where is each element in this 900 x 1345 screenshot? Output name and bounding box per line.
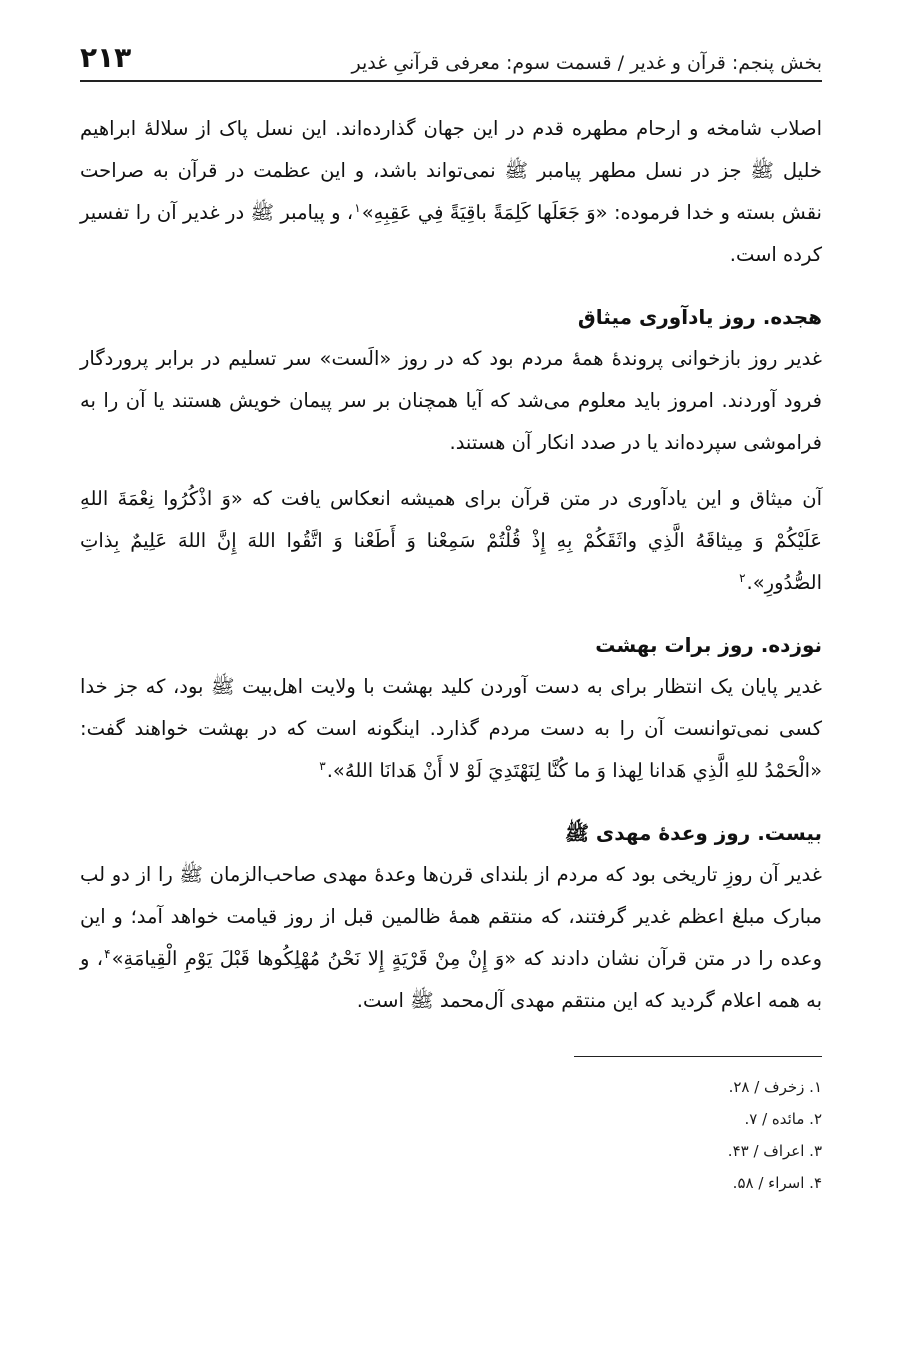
page-number: ۲۱۳ (80, 41, 132, 74)
section-18-heading: هجده. روز یادآوری میثاق (577, 305, 822, 329)
footnote-ref-4[interactable]: ۴ (104, 946, 111, 961)
section-20-heading: بیست. روز وعدهٔ مهدی ﷺ (564, 821, 822, 845)
section-20-text-c: ، و به همه اعلام گردید که این منتقم مهدی آل‌محمد ﷺ است. (80, 947, 822, 1012)
footnote-ref-2[interactable]: ۲ (739, 570, 746, 585)
footnotes-list (80, 1071, 822, 1199)
section-19-paragraph (80, 666, 822, 792)
section-18-paragraph-1: غدیر روز بازخوانی پروندهٔ همهٔ مردم بود که در روز «الَست» سر تسلیم در برابر پروردگار فرود آوردند. امروز باید معلوم می‌شد که آیا همچنان بر سر پیمان خویش هستند یا آن را به فراموشی سپرده‌اند یا در صدد انکار آن هستند. (80, 347, 822, 454)
footnote-3: ۳. اعراف / ۴۳. (727, 1142, 822, 1160)
section-19-quran-quote: الْحَمْدُ للهِ الَّذِي هَدانا لِهذا وَ ما كُنَّا لِنَهْتَدِيَ لَوْ لا أَنْ هَدانَا اللهُ (344, 759, 811, 782)
section-20-quran-quote: وَ إِنْ مِنْ قَرْيَةٍ إِلا نَحْنُ مُهْلِكُوها قَبْلَ يَوْمِ الْقِيامَةِ (123, 947, 505, 970)
intro-text-c: ، و پیامبر ﷺ در غدیر آن را تفسیر کرده است. (80, 201, 822, 266)
section-18-text-a: آن میثاق و این یادآوری در متن قرآن برای همیشه انعکاس یافت که « (230, 487, 822, 510)
footnote-4: ۴. اسراء / ۵۸. (732, 1174, 822, 1192)
intro-text-b: » (361, 201, 374, 224)
section-20-text-b: » (111, 947, 124, 970)
section-19-text-b: ». (326, 759, 345, 782)
section-20-text-a: غدیر آن روزِ تاریخی بود که مردم از بلندای قرن‌ها وعدهٔ مهدی صاحب‌الزمان ﷺ را از دو لب مبارک مبلغ اعظم غدیر گرفتند، که منتقم همهٔ ظالمین قبل از روز قیامت خواهد آمد؛ و این وعده را در متن قرآن نشان دادند که « (80, 863, 822, 970)
section-18-paragraph-2 (80, 478, 822, 604)
page-body (80, 108, 822, 1022)
running-header (80, 30, 822, 82)
section-20-paragraph (80, 854, 822, 1022)
footnote-ref-1[interactable]: ۱ (354, 200, 361, 215)
footnote-divider (574, 1056, 822, 1057)
intro-quran-quote: وَ جَعَلَها كَلِمَةً باقِيَةً فِي عَقِبِهِ (373, 201, 596, 224)
footnote-1: ۱. زخرف / ۲۸. (728, 1078, 822, 1096)
footnote-ref-3[interactable]: ۳ (319, 758, 326, 773)
section-18-text-b: ». (746, 571, 765, 594)
section-19-heading: نوزده. روز برات بهشت (595, 633, 822, 657)
section-19-text-a: غدیر پایان یک انتظار برای به دست آوردن کلید بهشت با ولایت اهل‌بیت ﷺ بود، که جز خدا کسی نمی‌توانست آن را به دست مردم گذارد. اینگونه است که در بهشت خواهند گفت: « (80, 675, 822, 782)
book-page (80, 30, 822, 1320)
section-18-quran-quote: وَ اذْكُرُوا نِعْمَةَ اللهِ عَلَيْكُمْ وَ مِيثاقَهُ الَّذِي واثَقَكُمْ بِهِ إِذْ قُلْتُمْ سَمِعْنا وَ أَطَعْنا وَ اتَّقُوا اللهَ إِنَّ اللهَ عَلِيمٌ بِذاتِ الصُّدُورِ (80, 487, 822, 594)
intro-text-a: اصلاب شامخه و ارحام مطهره قدم در این جهان گذارده‌اند. این نسل پاک از سلالهٔ ابراهیم خلیل ﷺ جز در نسل مطهر پیامبر ﷺ نمی‌تواند باشد، و این عظمت در قرآن به صراحت نقش بسته و خدا فرموده: « (80, 117, 822, 224)
footnote-2: ۲. مائده / ۷. (744, 1110, 822, 1128)
intro-paragraph (80, 108, 822, 276)
header-title: بخش پنجم: قرآن و غدیر / قسمت سوم: معرفی قرآنیِ غدیر (351, 52, 822, 74)
